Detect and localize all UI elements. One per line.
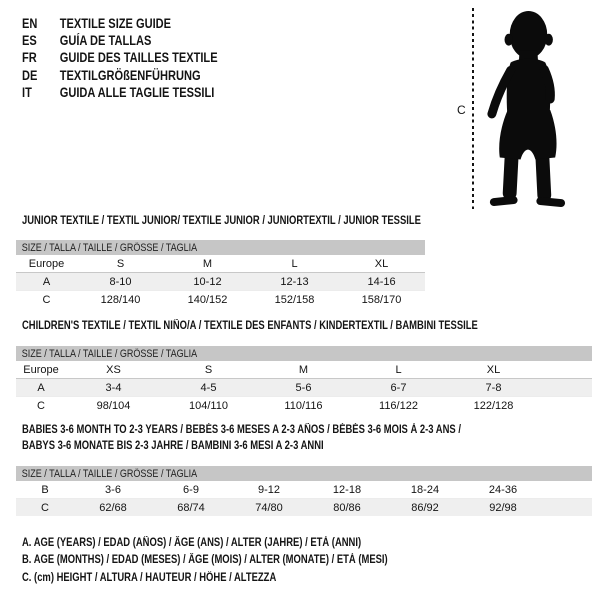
section-heading-babies: BABIES 3-6 MONTH TO 2-3 YEARS / BEBÉS 3-6 MESES A 2-3 AÑOS / BÉBÉS 3-6 MOIS À 2-3 ANS / BABYS 3-6 MONATE BIS 2-3 JAHRE / BAMBINI 3-6 MESI A 2-3 ANNI	[22, 424, 461, 452]
table-cell: 12-18	[308, 481, 386, 499]
table-cell: 128/140	[100, 293, 141, 306]
spacer-cell	[542, 481, 592, 499]
table-cell: 152/158	[274, 293, 315, 306]
table-cell: L	[251, 255, 338, 273]
table-cell: 86/92	[386, 499, 464, 517]
footnote-c: C. (cm) HEIGHT / ALTURA / HAUTEUR / HÖHE / ALTEZZA	[22, 571, 277, 584]
spacer-cell	[541, 361, 592, 379]
language-code: FR	[22, 50, 37, 66]
language-line	[22, 49, 261, 66]
table-cell: 24-36	[464, 481, 542, 499]
table-cell: 6-7	[351, 379, 446, 397]
row-label: B	[16, 481, 74, 499]
table-cell: 9-12	[230, 481, 308, 499]
table-header-bar	[16, 346, 592, 361]
language-code: ES	[22, 33, 37, 49]
language-title: GUIDE DES TAILLES TEXTILE	[59, 50, 218, 66]
section-heading-junior: JUNIOR TEXTILE / TEXTIL JUNIOR/ TEXTILE JUNIOR / JUNIORTEXTIL / JUNIOR TESSILE	[22, 215, 421, 227]
baby-silhouette-icon	[481, 9, 570, 207]
table-cell: 14-16	[338, 273, 425, 291]
table-cell: M	[164, 255, 251, 273]
table-cell: 140/152	[187, 293, 228, 306]
section-heading-children: CHILDREN'S TEXTILE / TEXTIL NIÑO/A / TEXTILE DES ENFANTS / KINDERTEXTIL / BAMBINI TESSILE	[22, 320, 478, 332]
row-label: A	[16, 379, 66, 397]
language-title: TEXTILGRÖßENFÜHRUNG	[59, 67, 201, 83]
language-code: EN	[22, 16, 38, 31]
size-header-label: SIZE / TALLA / TAILLE / GRÖSSE / TAGLIA	[21, 467, 198, 480]
language-line	[22, 84, 261, 101]
language-title-list	[22, 15, 261, 101]
junior-size-table	[16, 240, 425, 308]
row-label: C	[16, 499, 74, 517]
row-label: C	[42, 293, 51, 306]
table-cell: 98/104	[96, 399, 131, 412]
footnote-a: A. AGE (YEARS) / EDAD (AÑOS) / ÂGE (ANS) / ALTER (JAHRE) / ETÀ (ANNI)	[22, 537, 362, 549]
table-cell: 116/122	[379, 399, 418, 412]
babies-size-table	[16, 466, 592, 516]
table-cell: 6-9	[152, 481, 230, 499]
language-title: GUÍA DE TALLAS	[59, 33, 152, 49]
row-label: C	[37, 399, 45, 412]
table-row	[16, 379, 592, 397]
language-line	[22, 67, 261, 84]
table-row	[16, 291, 425, 309]
table-cell: 62/68	[74, 499, 152, 517]
table-row	[16, 255, 425, 273]
table-cell: L	[351, 361, 446, 379]
table-cell: 7-8	[446, 379, 541, 397]
children-size-table	[16, 346, 592, 414]
size-header-label: SIZE / TALLA / TAILLE / GRÖSSE / TAGLIA	[21, 241, 198, 254]
table-cell: 104/110	[189, 399, 228, 412]
table-cell: XS	[66, 361, 161, 379]
table-row	[16, 499, 592, 517]
language-title: TEXTILE SIZE GUIDE	[59, 16, 172, 31]
table-row	[16, 481, 592, 499]
table-row	[16, 273, 425, 291]
language-title: GUIDA ALLE TAGLIE TESSILI	[59, 84, 215, 100]
row-label: Europe	[16, 255, 77, 273]
row-label: A	[16, 273, 77, 291]
table-cell: 158/170	[361, 293, 402, 306]
table-cell: 18-24	[386, 481, 464, 499]
language-code: DE	[22, 67, 38, 83]
legend-footnotes	[22, 535, 468, 587]
table-cell: 68/74	[152, 499, 230, 517]
table-cell: 8-10	[77, 273, 164, 291]
table-cell: 74/80	[230, 499, 308, 517]
height-measure-dotted-line	[472, 8, 474, 209]
language-line	[22, 15, 261, 32]
spacer-cell	[541, 379, 592, 397]
footnote-b: B. AGE (MONTHS) / EDAD (MESES) / ÂGE (MOIS) / ALTER (MONATE) / ETÀ (MESI)	[22, 554, 388, 567]
table-cell: S	[77, 255, 164, 273]
table-cell: S	[161, 361, 256, 379]
table-cell: 110/116	[284, 399, 323, 412]
table-cell: 92/98	[464, 499, 542, 517]
table-row	[16, 361, 592, 379]
table-row	[16, 397, 592, 415]
table-header-bar	[16, 466, 592, 481]
language-code: IT	[22, 84, 32, 100]
spacer-cell	[541, 397, 592, 415]
size-header-label: SIZE / TALLA / TAILLE / GRÖSSE / TAGLIA	[21, 347, 198, 360]
spacer-cell	[542, 499, 592, 517]
height-marker-label: C	[457, 103, 466, 117]
row-label: Europe	[16, 361, 66, 379]
table-cell: 3-4	[66, 379, 161, 397]
table-cell: M	[256, 361, 351, 379]
table-cell: 5-6	[256, 379, 351, 397]
table-cell: 10-12	[164, 273, 251, 291]
table-cell: 12-13	[251, 273, 338, 291]
table-cell: 4-5	[161, 379, 256, 397]
table-cell: 3-6	[74, 481, 152, 499]
table-cell: 122/128	[473, 399, 514, 412]
table-cell: XL	[446, 361, 541, 379]
table-header-bar	[16, 240, 425, 255]
table-cell: 80/86	[308, 499, 386, 517]
table-cell: XL	[338, 255, 425, 273]
language-line	[22, 32, 261, 49]
